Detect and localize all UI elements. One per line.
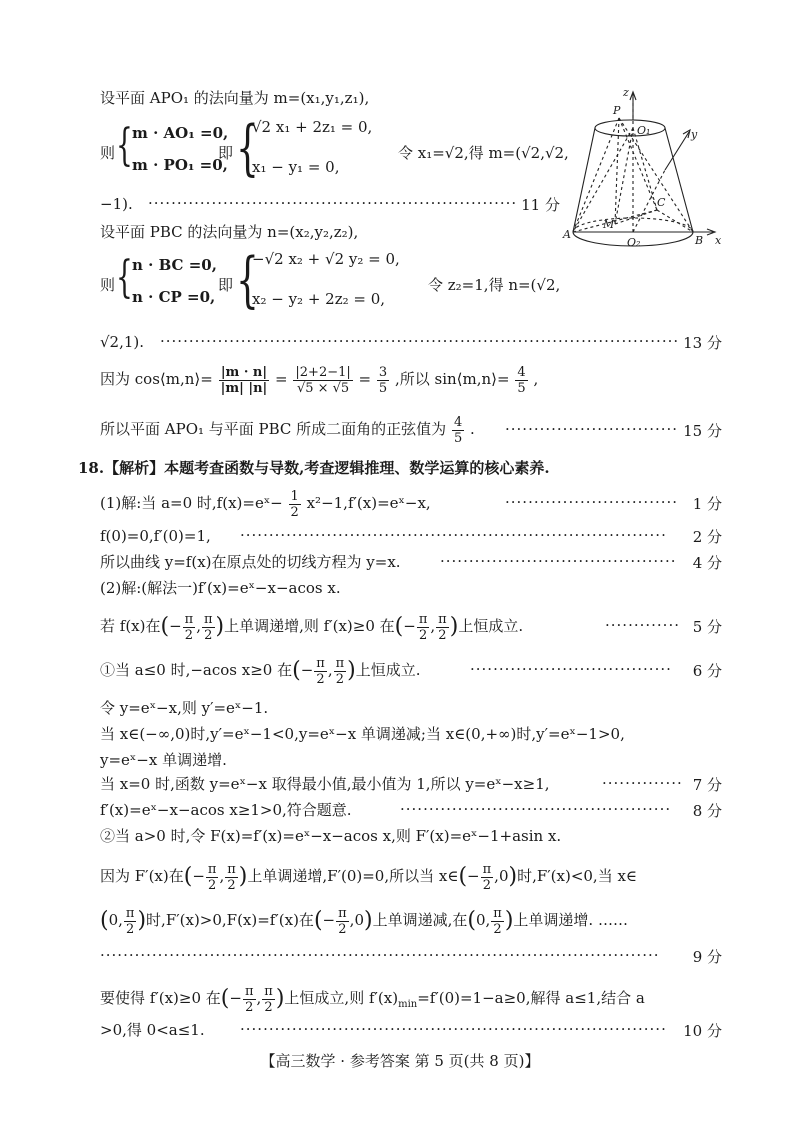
fraction: $\frac{\pi}{2}$ bbox=[203, 611, 213, 643]
text-line: √2,1). bbox=[100, 333, 145, 351]
text-line: 所以平面 APO₁ 与平面 PBC 所成二面角的正弦值为 bbox=[100, 420, 447, 438]
score-label: 13 分 bbox=[683, 334, 722, 352]
leader-dots: ········································· bbox=[440, 552, 677, 570]
fraction: $\frac{\pi}{2}$ bbox=[335, 655, 345, 687]
fraction: $\frac{\pi}{2}$ bbox=[418, 611, 428, 643]
fraction: $\frac{\pi}{2}$ bbox=[482, 861, 492, 893]
text-line: 要使得 f′(x)≥0 在(− $\frac{\pi}{2}$ , $\frac{\pi}{2}$ )上恒成立,则 $f'(x)_{min}=f'(0)=1-a\ge 0$,解得 a≤1,结合 a bbox=[100, 983, 645, 1015]
fraction: $\frac{3}{5}$ bbox=[378, 364, 388, 396]
label-O2: O₂ bbox=[627, 236, 641, 249]
text-line: f(0)=0,f′(0)=1, bbox=[100, 527, 211, 545]
label-A: A bbox=[563, 228, 571, 241]
label-B: B bbox=[695, 234, 704, 247]
leader-dots: ············· bbox=[605, 616, 680, 634]
text-line: x₂ − y₂ + 2z₂ = 0, bbox=[252, 290, 386, 308]
text-line: (2)解:(解法一)f′(x)=eˣ−x−acos x. bbox=[100, 579, 341, 597]
fraction: $\frac{|m \cdot n|}{|m| |n|}$ bbox=[220, 364, 268, 396]
leader-dots: ··································· bbox=[470, 660, 672, 678]
text-line: y=eˣ−x 单调递增. bbox=[100, 751, 227, 769]
fraction: $\frac{\pi}{2}$ bbox=[184, 611, 194, 643]
score-label: 9 分 bbox=[692, 948, 722, 966]
label-x: x bbox=[715, 234, 722, 247]
text-line: √2 x₁ + 2z₁ = 0, bbox=[252, 118, 373, 136]
text-line: >0,得 0<a≤1. bbox=[100, 1021, 205, 1039]
conclusion-line: 所以平面 APO₁ 与平面 PBC 所成二面角的正弦值为 $\frac{4}{5}$ . bbox=[100, 414, 475, 446]
leader-dots: ································································ bbox=[148, 194, 518, 212]
section-title: 18.【解析】本题考查函数与导数,考查逻辑推理、数学运算的核心素养. bbox=[78, 459, 550, 477]
text-line: (1)解:当 a=0 时,f(x)=eˣ− $\frac{1}{2}$ x²−1,f′(x)=eˣ−x, bbox=[100, 488, 431, 520]
fraction: $\frac{1}{2}$ bbox=[290, 488, 299, 520]
leader-dots: ·························································································· bbox=[160, 332, 680, 350]
text-line: f′(x)=eˣ−x−acos x≥1>0,符合题意. bbox=[100, 801, 352, 819]
leader-dots: ································································································· bbox=[100, 946, 660, 964]
frustum-figure bbox=[565, 82, 725, 252]
text-line: m · AO₁ =0, bbox=[132, 124, 229, 142]
text-line: 令 y=eˣ−x,则 y′=eˣ−1. bbox=[100, 699, 269, 717]
text-line: 则 bbox=[100, 144, 116, 162]
text-line: 因为 cos⟨m,n⟩= bbox=[100, 370, 213, 388]
leader-dots: ······························ bbox=[505, 493, 679, 511]
equation-system-1 bbox=[100, 113, 570, 186]
score-label: 4 分 bbox=[692, 554, 722, 572]
label-y: y bbox=[691, 128, 698, 141]
leader-dots: ·········································································· bbox=[240, 1020, 667, 1038]
fraction: $\frac{\pi}{2}$ bbox=[244, 983, 254, 1015]
text-line: ①当 a≤0 时,−acos x≥0 在(− $\frac{\pi}{2}$ , $\frac{\pi}{2}$ )上恒成立. bbox=[100, 655, 421, 687]
score-label: 1 分 bbox=[692, 495, 722, 513]
text-line: (0, $\frac{\pi}{2}$ )时,F′(x)>0,F(x)=f′(x)在(− $\frac{\pi}{2}$ ,0)上单调递减,在(0, $\frac{\pi}{2}$ )上单调递增. …… bbox=[100, 905, 628, 937]
text-line: n · CP =0, bbox=[132, 288, 216, 306]
text-line: 所以曲线 y=f(x)在原点处的切线方程为 y=x. bbox=[100, 553, 401, 571]
text-line: 则 bbox=[100, 276, 116, 294]
text-line: m · PO₁ =0, bbox=[132, 156, 228, 174]
text-line: 设平面 PBC 的法向量为 n=(x₂,y₂,z₂), bbox=[100, 223, 359, 241]
text-line: 令 x₁=√2,得 m=(√2,√2, bbox=[398, 144, 569, 162]
cosine-formula: 因为 cos⟨m,n⟩= $\frac{|m \cdot n|}{|m| |n|}$ = $\frac{|2+2-1|}{√5 \times √5}$ = $\frac{3}{5}$ ,所以 sin⟨m,n⟩= $\frac{4}{5}$ , bbox=[100, 364, 539, 396]
fraction: $\frac{\pi}{2}$ bbox=[493, 905, 502, 937]
text-line: 设平面 APO₁ 的法向量为 m=(x₁,y₁,z₁), bbox=[100, 89, 370, 107]
text-line: 即 bbox=[218, 144, 234, 162]
text-line: ,所以 sin⟨m,n⟩= bbox=[394, 370, 510, 388]
score-label: 15 分 bbox=[683, 422, 722, 440]
label-C: C bbox=[657, 196, 666, 209]
text-line: 当 x∈(−∞,0)时,y′=eˣ−1<0,y=eˣ−x 单调递减;当 x∈(0,+∞)时,y′=eˣ−1>0, bbox=[100, 725, 625, 743]
leader-dots: ··············································· bbox=[400, 800, 672, 818]
fraction: $\frac{\pi}{2}$ bbox=[207, 861, 217, 893]
page-footer: 【高三数学 · 参考答案 第 5 页(共 8 页)】 bbox=[260, 1052, 540, 1070]
label-M: M bbox=[603, 218, 615, 231]
fraction: $\frac{4}{5}$ bbox=[453, 414, 463, 446]
text-line: x₁ − y₁ = 0, bbox=[252, 158, 340, 176]
text-line: 若 f(x)在(− $\frac{\pi}{2}$ , $\frac{\pi}{2}$ )上单调递增,则 f′(x)≥0 在(− $\frac{\pi}{2}$ , $\frac{\pi}{2}$ )上恒成立. bbox=[100, 611, 524, 643]
text-line: −√2 x₂ + √2 y₂ = 0, bbox=[252, 250, 400, 268]
leader-dots: ······························ bbox=[505, 420, 679, 438]
label-O1: O₁ bbox=[637, 124, 651, 137]
leader-dots: ·············· bbox=[602, 774, 683, 792]
brace-symbol: { bbox=[236, 113, 259, 183]
equation-system-2 bbox=[100, 245, 570, 318]
text-line: 当 x=0 时,函数 y=eˣ−x 取得最小值,最小值为 1,所以 y=eˣ−x≥1, bbox=[100, 775, 550, 793]
score-label: 6 分 bbox=[692, 662, 722, 680]
score-label: 5 分 bbox=[692, 618, 722, 636]
fraction: $\frac{\pi}{2}$ bbox=[125, 905, 135, 937]
score-label: 8 分 bbox=[692, 802, 722, 820]
fraction: $\frac{4}{5}$ bbox=[517, 364, 526, 396]
fraction: $\frac{\pi}{2}$ bbox=[438, 611, 447, 643]
score-label: 2 分 bbox=[692, 528, 722, 546]
text-line: −1). bbox=[100, 195, 133, 213]
score-label: 11 分 bbox=[521, 196, 560, 214]
fraction: $\frac{\pi}{2}$ bbox=[227, 861, 236, 893]
text-line: 令 z₂=1,得 n=(√2, bbox=[428, 276, 561, 294]
label-z: z bbox=[623, 86, 629, 99]
fraction: $\frac{\pi}{2}$ bbox=[316, 655, 325, 687]
text-line: n · BC =0, bbox=[132, 256, 217, 274]
brace-symbol: { bbox=[116, 120, 133, 171]
fraction: $\frac{\pi}{2}$ bbox=[264, 983, 273, 1015]
leader-dots: ·········································································· bbox=[240, 526, 667, 544]
label-P: P bbox=[613, 104, 621, 117]
score-label: 10 分 bbox=[683, 1022, 722, 1040]
fraction: $\frac{\pi}{2}$ bbox=[338, 905, 347, 937]
score-label: 7 分 bbox=[692, 776, 722, 794]
text-line: 即 bbox=[218, 276, 234, 294]
fraction: $\frac{|2+2-1|}{√5 \times √5}$ bbox=[295, 364, 351, 396]
brace-symbol: { bbox=[116, 252, 133, 303]
text-line: 因为 F′(x)在(− $\frac{\pi}{2}$ , $\frac{\pi}{2}$ )上单调递增,F′(0)=0,所以当 x∈(− $\frac{\pi}{2}$ ,0)时,F′(x)<0,当 x∈ bbox=[100, 861, 638, 893]
brace-symbol: { bbox=[236, 245, 259, 315]
text-line: ②当 a>0 时,令 F(x)=f′(x)=eˣ−x−acos x,则 F′(x)=eˣ−1+asin x. bbox=[100, 827, 562, 845]
